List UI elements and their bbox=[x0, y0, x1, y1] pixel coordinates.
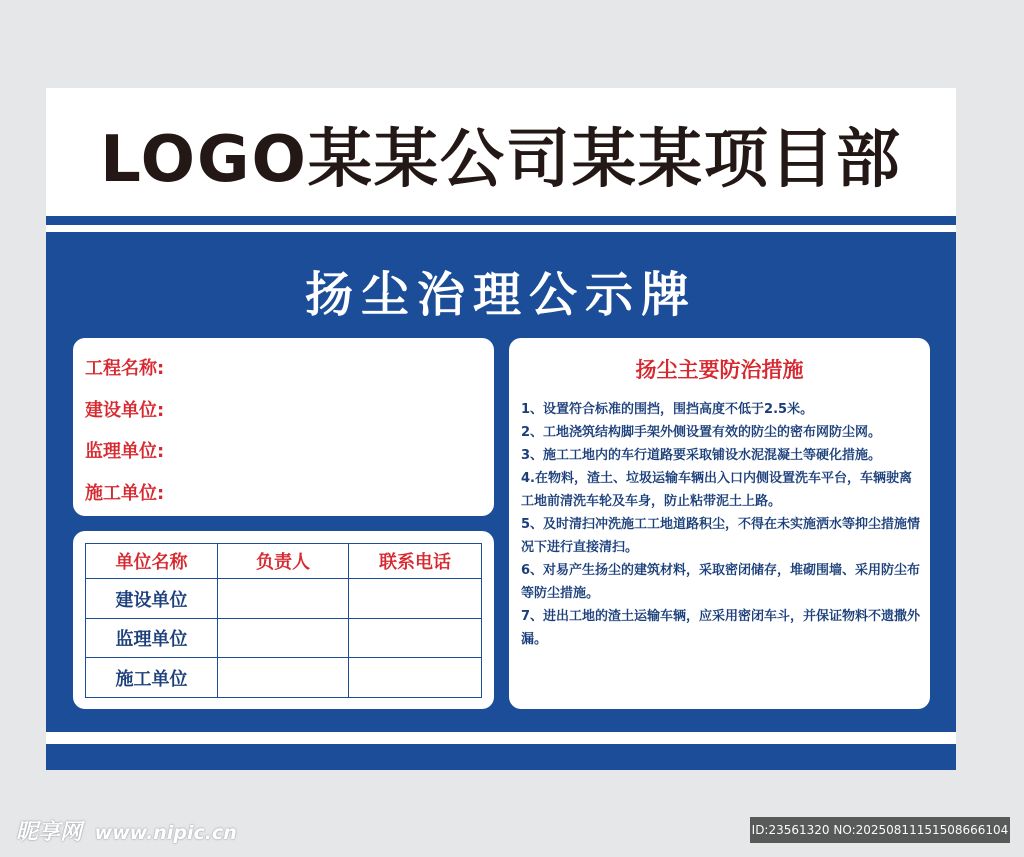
signboard bbox=[46, 88, 956, 770]
contacts-table bbox=[85, 543, 482, 698]
header-responsible-person: 负责人 bbox=[218, 544, 349, 579]
blue-panel bbox=[46, 232, 956, 732]
table-row bbox=[86, 579, 482, 619]
company-name: LOGO某某公司某某项目部 bbox=[100, 123, 902, 197]
table-header-row bbox=[86, 544, 482, 579]
measure-item: 7、进出工地的渣土运输车辆，应采用密闭车斗，并保证物料不遗撒外漏。 bbox=[521, 609, 921, 647]
measure-item: 3、施工工地内的车行道路要采取铺设水泥混凝土等硬化措施。 bbox=[521, 448, 882, 463]
row-responsible-cell bbox=[218, 579, 349, 619]
header-phone: 联系电话 bbox=[349, 544, 482, 579]
row-unit-name: 监理单位 bbox=[86, 618, 218, 658]
site-watermark bbox=[16, 815, 237, 846]
info-construction-unit: 建设单位: bbox=[85, 400, 165, 421]
info-project-name: 工程名称: bbox=[85, 358, 165, 379]
header-unit-name: 单位名称 bbox=[86, 544, 218, 579]
row-phone-cell bbox=[349, 658, 482, 698]
measure-item: 1、设置符合标准的围挡，围挡高度不低于2.5米。 bbox=[521, 402, 814, 417]
watermark-logo: 昵享网 bbox=[16, 820, 83, 845]
image-id-text: ID:23561320 NO:20250811151508666104 bbox=[751, 823, 1009, 837]
measure-item: 2、工地浇筑结构脚手架外侧设置有效的防尘的密布网防尘网。 bbox=[521, 425, 882, 440]
bottom-stripe bbox=[46, 744, 956, 770]
info-supervision-unit: 监理单位: bbox=[85, 441, 165, 462]
table-row bbox=[86, 658, 482, 698]
measures-title: 扬尘主要防治措施 bbox=[635, 358, 804, 382]
contacts-panel bbox=[73, 531, 494, 709]
watermark-site: www.nipic.cn bbox=[94, 822, 237, 844]
row-phone-cell bbox=[349, 579, 482, 619]
project-info-panel bbox=[73, 338, 494, 516]
company-header bbox=[46, 88, 956, 216]
measure-item: 6、对易产生扬尘的建筑材料，采取密闭储存，堆砌围墙、采用防尘布等防尘措施。 bbox=[521, 563, 921, 601]
info-builder-unit: 施工单位: bbox=[85, 483, 165, 504]
row-responsible-cell bbox=[218, 618, 349, 658]
top-stripe bbox=[46, 216, 956, 225]
measures-list bbox=[521, 398, 921, 651]
measure-item: 5、及时清扫冲洗施工工地道路积尘，不得在未实施洒水等抑尘措施情况下进行直接清扫。 bbox=[521, 517, 921, 555]
board-title: 扬尘治理公示牌 bbox=[304, 267, 697, 323]
image-id-badge bbox=[750, 817, 1010, 843]
dust-measures-panel bbox=[509, 338, 930, 709]
measure-item: 4.在物料，渣土、垃圾运输车辆出入口内侧设置洗车平台，车辆驶离工地前清洗车轮及车身，防止粘带泥土上路。 bbox=[521, 471, 912, 509]
row-unit-name: 建设单位 bbox=[86, 579, 218, 619]
row-responsible-cell bbox=[218, 658, 349, 698]
row-phone-cell bbox=[349, 618, 482, 658]
table-row bbox=[86, 618, 482, 658]
row-unit-name: 施工单位 bbox=[86, 658, 218, 698]
